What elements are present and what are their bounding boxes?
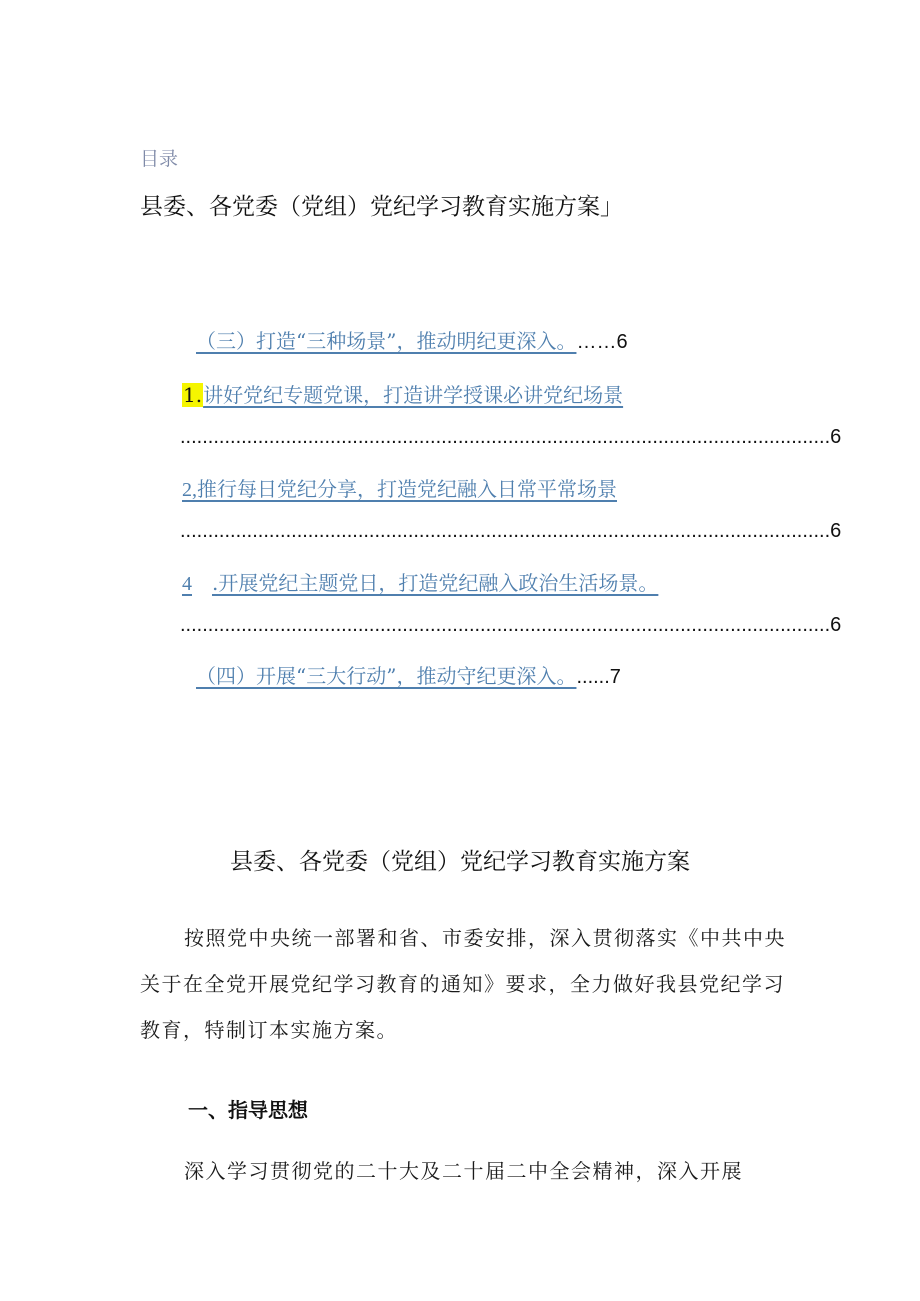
- toc-item-2-leader-line: [180, 426, 842, 449]
- main-heading: 县委、各党委（党组）党纪学习教育实施方案」: [140, 194, 623, 220]
- toc-item-2-page: 6: [830, 426, 842, 448]
- intro-paragraph: [140, 915, 790, 1053]
- toc-item-1[interactable]: [196, 325, 628, 354]
- toc-item-1-link[interactable]: （三）打造“三种场景”，推动明纪更深入。: [196, 329, 577, 353]
- toc-item-4-number[interactable]: 4: [182, 573, 192, 595]
- toc-item-2-leader: .....................................................................................................................: [180, 426, 831, 448]
- toc-item-4[interactable]: [182, 567, 658, 596]
- toc-item-1-leader: ……: [576, 331, 617, 353]
- toc-item-4-link[interactable]: .开展党纪主题党日，打造党纪融入政治生活场景。: [212, 571, 659, 595]
- toc-item-2[interactable]: [182, 379, 623, 408]
- toc-item-5[interactable]: [196, 660, 621, 689]
- toc-item-3-leader: .....................................................................................................................: [180, 520, 831, 542]
- toc-item-1-page: 6: [616, 331, 628, 353]
- toc-item-2-link[interactable]: 讲好党纪专题党课，打造讲学授课必讲党纪场景: [203, 383, 624, 407]
- toc-item-4-leader: .....................................................................................................................: [180, 614, 831, 636]
- toc-item-5-leader: ......: [576, 666, 610, 688]
- toc-item-3-page: 6: [830, 520, 842, 542]
- toc-item-2-number: 1.: [183, 383, 203, 407]
- document-title: 县委、各党委（党组）党纪学习教育实施方案: [230, 849, 690, 875]
- toc-item-3-number[interactable]: 2,: [182, 479, 197, 501]
- section-1-heading: 一、指导思想: [188, 1098, 308, 1122]
- toc-item-5-link[interactable]: （四）开展“三大行动”，推动守纪更深入。: [196, 664, 577, 688]
- toc-item-3[interactable]: [182, 473, 617, 502]
- toc-item-4-leader-line: [180, 614, 842, 637]
- toc-item-4-page: 6: [830, 614, 842, 636]
- section-1-paragraph: [140, 1148, 790, 1194]
- section-1-paragraph-text: 深入学习贯彻党的二十大及二十届二中全会精神，深入开展: [184, 1159, 743, 1183]
- toc-title: 目录: [140, 148, 179, 170]
- toc-item-3-link[interactable]: 推行每日党纪分享，打造党纪融入日常平常场景: [197, 477, 617, 501]
- intro-paragraph-text: 按照党中央统一部署和省、市委安排，深入贯彻落实《中共中央关于在全党开展党纪学习教育的通知》要求，全力做好我县党纪学习教育，特制订本实施方案。: [140, 926, 786, 1042]
- toc-item-5-page: 7: [609, 666, 621, 688]
- toc-item-3-leader-line: [180, 520, 842, 543]
